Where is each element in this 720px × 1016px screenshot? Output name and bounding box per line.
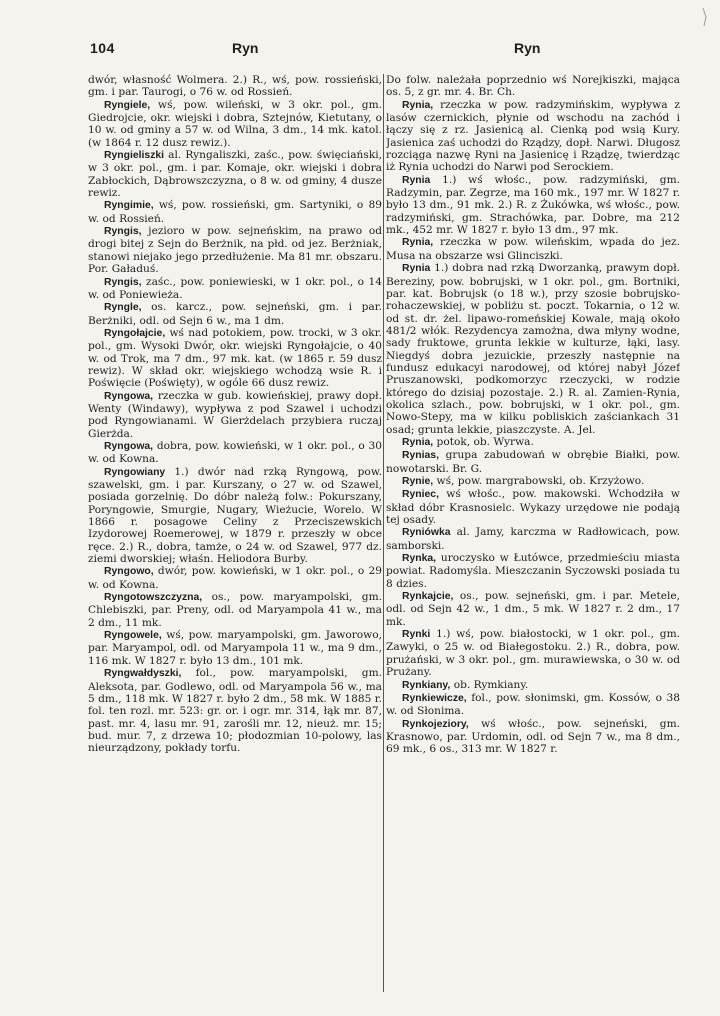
entry-text: wś nad potokiem, pow. trocki, w 3 okr. pol., gm. Wysoki Dwór, okr. wiejski Ryngołajcie, o 40 w. od Trok, ma 7 dm., 97 mk. kat. (w 1865 r. 59 dusz rewiz). W skład okr. wiejskiego wchodzą wsie R. i Poświęcie (Poświęty), w ogóle 66 dusz rewiz. <box>88 326 382 390</box>
dictionary-entry <box>386 236 680 262</box>
entry-headword: Ryniówka <box>402 527 451 539</box>
dictionary-entry <box>88 667 382 754</box>
dictionary-entry <box>88 149 382 199</box>
entry-text: wś, pow. wileński, w 3 okr. pol., gm. Giedrojcie, okr. wiejski i dobra, Sztejnów, Kietutany, o 10 w. od gminy a 57 w. od Wilna, 3 dm., 14 mk. katol. (w 1864 r. 12 dusz rewiz.). <box>88 98 382 149</box>
entry-headword: Ryngieliszki <box>104 150 165 162</box>
column-divider <box>383 74 384 992</box>
entry-text: dobra, pow. kowieński, w 1 okr. pol., o 30 w. od Kowna. <box>88 439 382 466</box>
entry-headword: Ryniec, <box>402 489 439 501</box>
dictionary-entry <box>386 74 680 99</box>
entry-text: wś, pow. maryampolski, gm. Jaworowo, par. Maryampol, odl. od Maryampola 11 w., ma 9 dm., 116 mk. W 1827 r. było 13 dm., 101 mk. <box>88 629 382 667</box>
entry-text: 1.) wś, pow. białostocki, w 1 okr. pol., gm. Zawyki, o 25 w. od Białegostoku. 2.) R., dobra, pow. prużański, w 3 okr. pol., gm. murawiewska, o 30 w. od Prużany. <box>386 628 680 679</box>
dictionary-entry <box>88 565 382 591</box>
entry-text: ob. Rymkiany. <box>450 678 529 691</box>
entry-text: potok, ob. Wyrwa. <box>433 435 534 448</box>
entry-headword: Rynkiany, <box>402 679 451 691</box>
dictionary-entry <box>386 475 680 488</box>
entry-headword: Ryngis, <box>104 276 142 288</box>
entry-text: rzeczka w gub. kowieńskiej, prawy dopł. Wenty (Windawy), wypływa z pod Szawel i uchodzi pod Ryngowianami. W Gierżdelach przybiera ruczaj Gierżda. <box>88 389 382 440</box>
entry-headword: Ryngowa, <box>104 390 154 402</box>
running-head-left: Ryn <box>232 40 259 56</box>
dictionary-entry <box>386 262 680 436</box>
entry-headword: Ryngowele, <box>104 630 162 642</box>
entry-text: os., pow. sejneński, gm. i par. Metele, odl. od Sejn 42 w., 1 dm., 5 mk. W 1827 r. 2 dm., 17 mk. <box>386 590 680 628</box>
entry-headword: Ryngowo, <box>104 566 154 578</box>
entry-text: rzeczka w pow. wileńskim, wpada do jez. Musa na obszarze wsi Glinciszki. <box>386 236 680 262</box>
entry-text: grupa zabudowań w obrębie Białki, pow. nowotarski. Br. G. <box>386 449 680 475</box>
entry-headword: Ryngowiany <box>104 466 166 478</box>
entry-headword: Ryngis, <box>104 226 142 238</box>
entry-headword: Rynia <box>402 174 431 186</box>
dictionary-entry <box>88 390 382 440</box>
dictionary-entry <box>386 526 680 552</box>
entry-text: wś włośc., pow. makowski. Wchodziła w skład dóbr Krasnosielc. Wykazy urzędowe nie podają tej osady. <box>386 488 680 527</box>
dictionary-entry <box>88 199 382 225</box>
entry-headword: Rynia, <box>402 99 434 111</box>
entry-headword: Rynia, <box>402 237 434 249</box>
entry-headword: Rynkajcie, <box>402 591 454 603</box>
entry-text: wś włośc., pow. sejneński, gm. Krasnowo, par. Urdomin, odl. od Sejn 7 w., ma 8 dm., 69 mk., 6 os., 313 mr. W 1827 r. <box>386 717 680 756</box>
dictionary-entry <box>386 488 680 526</box>
entry-headword: Rynias, <box>402 450 439 462</box>
dictionary-entry <box>386 679 680 692</box>
running-head-right: Ryn <box>514 40 541 56</box>
entry-text: fol., pow. maryampolski, gm. Aleksota, par. Godlewo, odl. od Maryampola 56 w., ma 5 dm., 118 mk. W 1827 r. było 2 dm., 58 mk. W 1885 r. fol. ten rozl. mr. 523: gr. or. i ogr. mr. 314, łąk mr. 87, past. mr. 4, lasu mr. 91, zarośli mr. 12, nieuż. mr. 15; bud. mur. 7, z drzewa 10; płodozmian 10-polowy, las nieurządzony, pokłady torfu. <box>88 667 382 755</box>
entry-headword: Rynia <box>402 263 431 275</box>
entry-headword: Ryngołajcie, <box>104 327 166 339</box>
entry-text: os., pow. maryampolski, gm. Chlebiszki, par. Preny, odl. od Maryampola 41 w., ma 2 dm., 11 mk. <box>88 591 382 629</box>
entry-headword: Rynie, <box>402 476 434 487</box>
dictionary-entry <box>386 99 680 174</box>
dictionary-entry <box>386 449 680 475</box>
entry-text: 1.) dwór nad rzką Ryngową, pow. szawelski, gm. i par. Kurszany, o 27 w. od Szawel, posiada gorzelnię. Do dóbr należą folw.: Pokurszany, Poryngowie, Smurgie, Nugary, Wieżucie, Worelo. W 1866 r. posagowe Celiny z Przeciszewskich Izydorowej Roemerowej, w 1879 r. przeszły w obce ręce. 2.) R., dobra, tamże, o 24 w. od Szawel, 977 dz. ziemi dworskiej; właśn. Heliodora Burby. <box>88 465 382 566</box>
page-header <box>0 38 720 62</box>
entry-headword: Ryngle, <box>104 302 142 314</box>
dictionary-entry <box>88 276 382 302</box>
entry-headword: Ryngwałdyszki, <box>104 668 182 680</box>
entry-text: dwór, własność Wolmera. 2.) R., wś, pow. rossieński, gm. i par. Taurogi, o 76 w. od Rossień. <box>88 74 382 99</box>
dictionary-entry <box>88 591 382 629</box>
entry-text: zaśc., pow. poniewieski, w 1 okr. pol., o 14 w. od Poniewieża. <box>88 275 382 301</box>
entry-headword: Ryngowa, <box>104 440 154 452</box>
dictionary-entry <box>386 590 680 628</box>
entry-text: 1.) wś włośc., pow. radzymiński, gm. Radzymin, par. Zegrze, ma 160 mk., 197 mr. W 1827 r. było 13 dm., 91 mk. 2.) R. z Żukówka, wś włośc., pow. radzymiński, gm. Strachówka, par. Dobre, ma 212 mk., 452 mr. W 1827 r. było 13 dm., 97 mk. <box>386 173 680 237</box>
entry-text: 1.) dobra nad rzką Dworzanką, prawym dopł. Bereziny, pow. bobrujski, w 1 okr. pol., gm. Bortniki, par. kat. Bobrujsk (o 18 w.), przy szosie bobrujsko-rohaczewskiej, w pobliżu st. poczt. Tokarnia, o 12 w. od st. dr. żel. lipawo-romeńskiej Kowale, mają około 481/2 włók. Rezydencya zamożna, dwa młyny wodne, sady fruktowe, grunta lekkie w kulturze, łąki, lasy. Niegdyś dobra jezuickie, przeszły następnie na fundusz edukacyi narodowej, od której nabył Józef Pruszanowski, podkomorzyc rzeczycki, w rodzie którego do dzisiaj pozostaje. 2.) R. al. Zamien-Rynia, okolica szlach., pow. bobrujski, w 1 okr. pol., gm. Nowo-Stepy, ma w kilku pobliskich zaściankach 31 osad; grunta lekkie, piaszczyste. A. Jel. <box>386 262 680 436</box>
dictionary-entry <box>88 301 382 327</box>
entry-text: os. karcz., pow. sejneński, gm. i par. Berżniki, odl. od Sejn 6 w., ma 1 dm. <box>88 301 382 327</box>
dictionary-entry <box>88 327 382 390</box>
left-column <box>88 74 382 998</box>
entry-text: Do folw. należała poprzednio wś Norejkiszki, mająca os. 5, z gr. mr. 4. Br. Ch. <box>386 74 680 99</box>
dictionary-entry <box>88 629 382 667</box>
page-number: 104 <box>90 40 115 56</box>
dictionary-entry <box>386 718 680 756</box>
entry-headword: Ryngiele, <box>104 99 151 111</box>
dictionary-entry <box>386 692 680 718</box>
dictionary-entry <box>88 225 382 275</box>
entry-headword: Rynki <box>402 629 431 641</box>
dictionary-entry <box>88 74 382 99</box>
right-column <box>386 74 680 998</box>
dictionary-entry <box>88 466 382 566</box>
dictionary-entry <box>386 436 680 449</box>
entry-text: rzeczka w pow. radzymińskim, wypływa z lasów czernickich, płynie od wschodu na zachód i łączy się z rz. Jasienicą al. Cienką pod wsią Kury. Jasienica zaś uchodzi do Rządzy, dopł. Narwi. Długosz rozciąga nazwę Ryni na Jasienicę i Rządzę, twierdząc iż Rynia uchodzi do Narwi pod Serockiem. <box>386 98 680 174</box>
entry-headword: Rynia, <box>402 436 434 448</box>
dictionary-entry <box>386 628 680 678</box>
entry-text: wś, pow. margrabowski, ob. Krzyżowo. <box>433 475 645 487</box>
dictionary-entry <box>386 174 680 237</box>
page-edge-mark <box>700 6 714 28</box>
entry-text: uroczysko w Łutówce, przedmieściu miasta powiat. Radomyśla. Mieszczanin Syczowski posiada tu 8 dzies. <box>386 552 680 590</box>
entry-headword: Rynkiewicze, <box>402 692 467 704</box>
entry-headword: Ryngimie, <box>104 200 154 212</box>
dictionary-entry <box>88 440 382 466</box>
entry-text: wś, pow. rossieński, gm. Sartyniki, o 89 w. od Rossień. <box>88 199 382 225</box>
entry-text: jezioro w pow. sejneńskim, na prawo od drogi bitej z Sejn do Berżnik, na płd. od jez. Berżniak, stanowi niejako jego przedłużenie. Ma 81 mr. obszaru. Por. Gaładuś. <box>88 225 382 276</box>
dictionary-entry <box>88 99 382 149</box>
entry-headword: Rynka, <box>402 553 437 565</box>
entry-text: al. Jamy, karczma w Radłowicach, pow. samborski. <box>386 526 680 552</box>
entry-text: al. Ryngaliszki, zaśc., pow. święciański, w 3 okr. pol., gm. i par. Komaje, okr. wiejski i dobra Zabłockich, Dąbrowszczyzna, o 8 w. od gminy, 4 dusze rewiz. <box>88 149 382 200</box>
entry-text: fol., pow. słonimski, gm. Kossów, o 38 w. od Słonima. <box>386 691 680 718</box>
entry-headword: Ryngotowszczyzna, <box>104 592 203 604</box>
entry-text: dwór, pow. kowieński, w 1 okr. pol., o 29 w. od Kowna. <box>88 565 382 591</box>
dictionary-entry <box>386 552 680 590</box>
entry-headword: Rynkojeziory, <box>402 718 469 730</box>
